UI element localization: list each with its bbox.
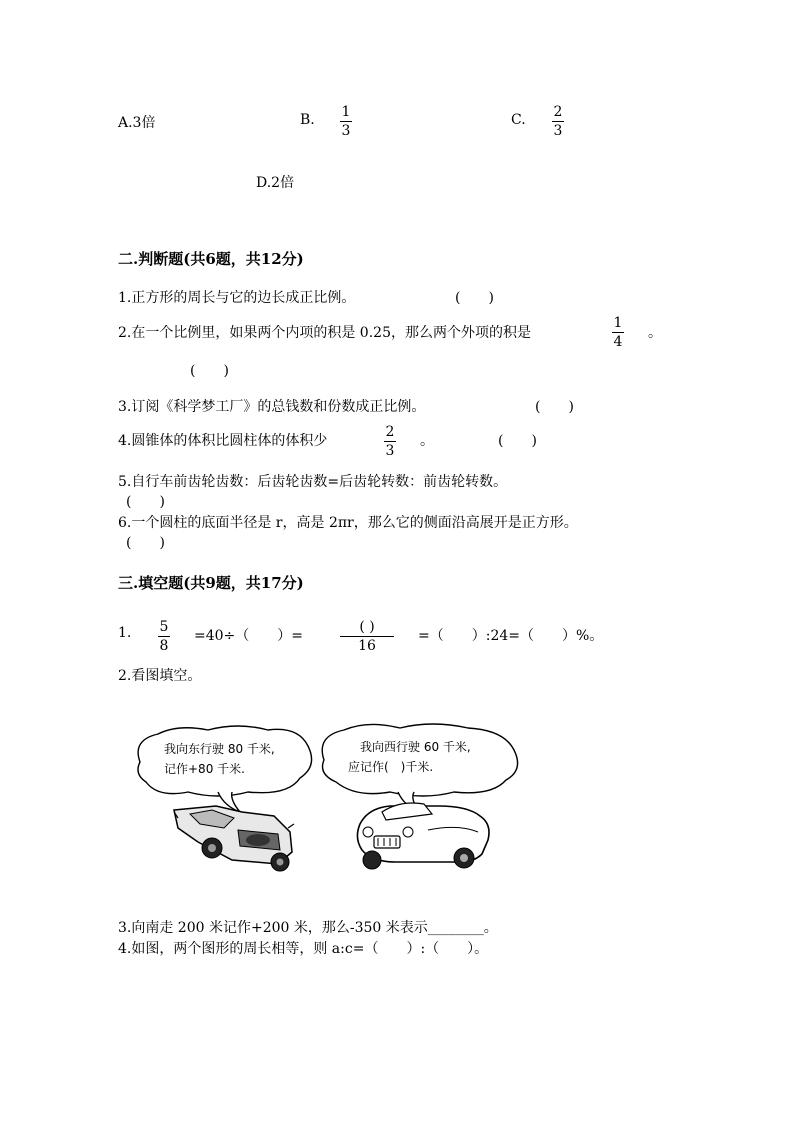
fraction-denominator: 3 bbox=[341, 123, 351, 139]
choice-b-fraction bbox=[340, 104, 352, 139]
fraction-bar bbox=[612, 332, 624, 333]
fill-q4: 4.如图，两个图形的周长相等，则 a:c=（ ）:（ ）。 bbox=[118, 941, 489, 957]
fraction-denominator: 4 bbox=[613, 334, 623, 350]
fill-q1-part2: =（ ）:24=（ ）%。 bbox=[418, 628, 604, 644]
judge-q4-fraction bbox=[384, 424, 396, 459]
bubble-west-line-1: 我向西行驶 60 千米, bbox=[360, 740, 471, 754]
fraction-denominator: 8 bbox=[159, 638, 169, 654]
fill-q1-fraction bbox=[158, 619, 170, 654]
section-2-heading: 二.判断题(共6题，共12分) bbox=[118, 250, 304, 268]
fraction-denominator: 3 bbox=[385, 443, 395, 459]
fill-q1-fraction-2 bbox=[340, 619, 394, 654]
choice-c-label: C. bbox=[511, 112, 526, 128]
judge-q4-period: 。 bbox=[420, 433, 434, 449]
fraction-bar bbox=[340, 636, 394, 637]
fraction-numerator[interactable]: ( ) bbox=[359, 619, 375, 635]
judge-q6-answer[interactable]: ( ) bbox=[126, 535, 165, 551]
convertible-car-icon bbox=[357, 803, 489, 869]
judge-q6: 6.一个圆柱的底面半径是 r，高是 2πr，那么它的侧面沿高展开是正方形。 bbox=[118, 515, 578, 531]
speech-bubble-west bbox=[322, 724, 517, 812]
choice-b-label: B. bbox=[300, 112, 315, 128]
fraction-numerator: 1 bbox=[613, 315, 623, 331]
bubble-west-line-2: 应记作( )千米. bbox=[348, 760, 434, 774]
fill-q2: 2.看图填空。 bbox=[118, 668, 202, 684]
judge-q3: 3.订阅《科学梦工厂》的总钱数和份数成正比例。 bbox=[118, 399, 426, 415]
fraction-bar bbox=[158, 636, 170, 637]
judge-q1-answer[interactable]: ( ) bbox=[455, 290, 494, 306]
judge-q3-answer[interactable]: ( ) bbox=[535, 399, 574, 415]
judge-q5-answer[interactable]: ( ) bbox=[126, 494, 165, 510]
fraction-bar bbox=[552, 121, 564, 122]
fill-q3: 3.向南走 200 米记作+200 米，那么-350 米表示________。 bbox=[118, 920, 498, 936]
section-3-heading: 三.填空题(共9题，共17分) bbox=[118, 574, 304, 592]
sports-car-icon bbox=[174, 806, 294, 871]
fraction-bar bbox=[384, 441, 396, 442]
fraction-numerator: 2 bbox=[385, 424, 395, 440]
fill-q1-label: 1. bbox=[118, 625, 132, 641]
choice-c-fraction bbox=[552, 104, 564, 139]
judge-q2-answer[interactable]: ( ) bbox=[190, 363, 229, 379]
judge-q2: 2.在一个比例里，如果两个内项的积是 0.25，那么两个外项的积是 bbox=[118, 325, 531, 341]
judge-q5: 5.自行车前齿轮齿数：后齿轮齿数=后齿轮转数：前齿轮转数。 bbox=[118, 474, 508, 490]
fraction-denominator: 16 bbox=[358, 638, 376, 654]
fraction-denominator: 3 bbox=[553, 123, 563, 139]
bubble-east-line-1: 我向东行驶 80 千米, bbox=[164, 742, 275, 756]
judge-q2-fraction bbox=[612, 315, 624, 350]
cars-illustration bbox=[128, 720, 528, 880]
fraction-numerator: 1 bbox=[341, 104, 351, 120]
judge-q4-answer[interactable]: ( ) bbox=[498, 433, 537, 449]
judge-q1: 1.正方形的周长与它的边长成正比例。 bbox=[118, 290, 356, 306]
speech-bubble-east bbox=[138, 726, 312, 812]
fraction-numerator: 5 bbox=[159, 619, 169, 635]
fill-q1-part1: =40÷（ ）= bbox=[194, 628, 304, 644]
choice-a: A.3倍 bbox=[118, 115, 156, 131]
fraction-bar bbox=[340, 121, 352, 122]
fraction-numerator: 2 bbox=[553, 104, 563, 120]
choice-d: D.2倍 bbox=[256, 175, 295, 191]
bubble-east-line-2: 记作+80 千米. bbox=[164, 762, 245, 776]
judge-q4: 4.圆锥体的体积比圆柱体的体积少 bbox=[118, 433, 328, 449]
judge-q2-period: 。 bbox=[648, 325, 662, 341]
